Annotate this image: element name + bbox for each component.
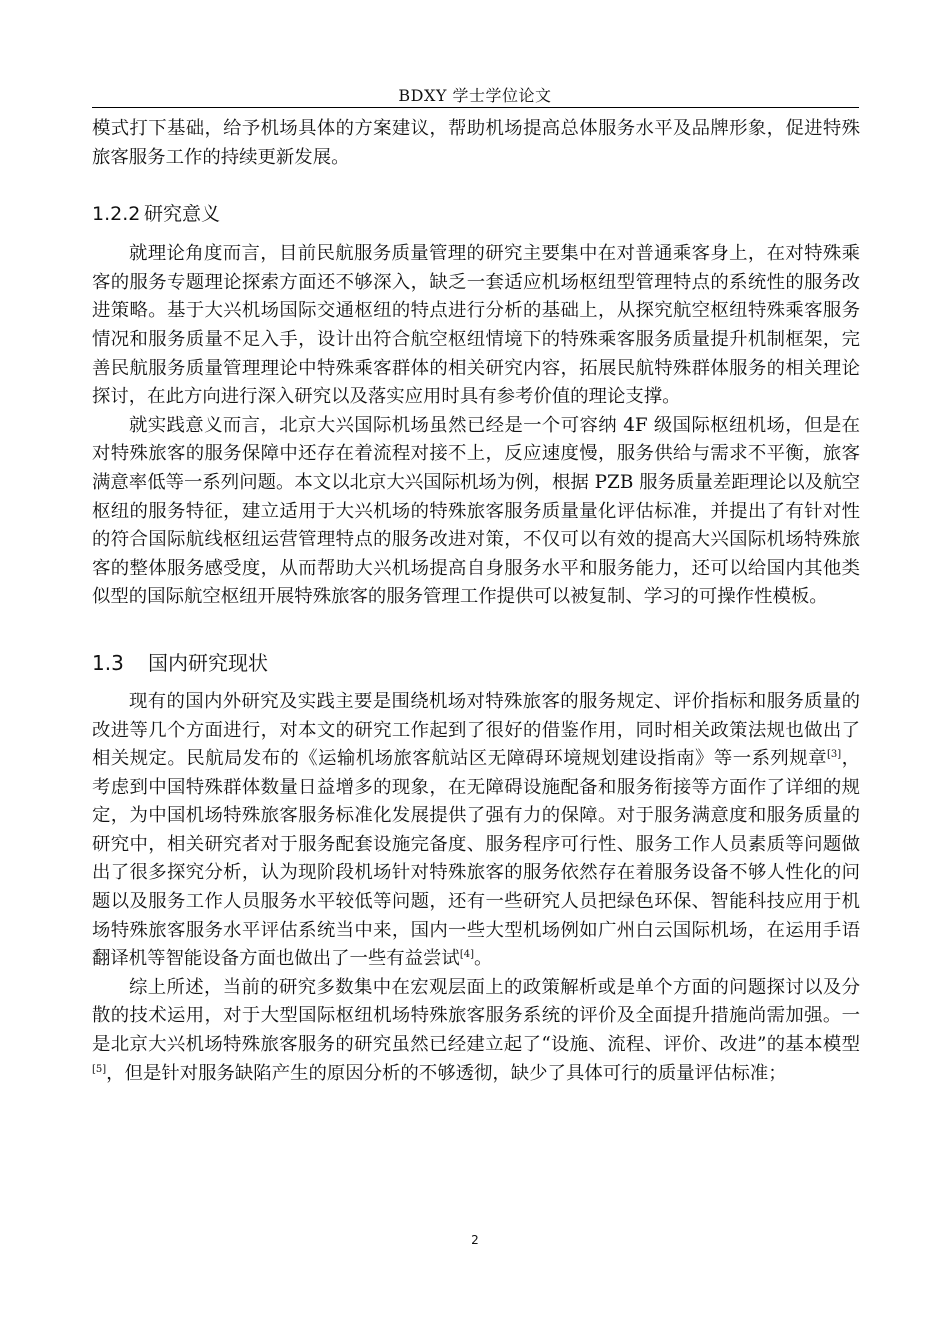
text-run: ，考虑到中国特殊群体数量日益增多的现象，在无障碍设施配备和服务衔接等方面作了详细的规定，为中国机场特殊旅客服务标准化发展提供了强有力的保障。对于服务满意度和服务质量的研究中，相关研究者对于服务配套设施完备度、服务程序可行性、服务工作人员素质等问题做出了很多探究分析，认为现阶段机场针对特殊旅客的服务依然存在着服务设备不够人性化的问题以及服务工作人员服务水平较低等问题，还有一些研究人员把绿色环保、智能科技应用于机场特殊旅客服务水平评估系统当中来，国内一些大型机场例如广州白云国际机场，在运用手语翻译机等智能设备方面也做出了一些有益尝试: [92, 748, 860, 970]
paragraph-theory: 就理论角度而言，目前民航服务质量管理的研究主要集中在对普通乘客身上，在对特殊乘客的服务专题理论探索方面还不够深入，缺乏一套适应机场枢纽型管理特点的系统性的服务改进策略。基于大兴机场国际交通枢纽的特点进行分析的基础上，从探究航空枢纽特殊乘客服务情况和服务质量不足入手，设计出符合航空枢纽情境下的特殊乘客服务质量提升机制框架，完善民航服务质量管理理论中特殊乘客群体的相关研究内容，拓展民航特殊群体服务的相关理论探讨，在此方向进行深入研究以及落实应用时具有参考价值的理论支撑。: [92, 243, 860, 408]
citation-ref: [3]: [826, 748, 842, 760]
section-number: 1.2.2: [92, 203, 141, 226]
header-rule: [92, 107, 859, 108]
citation-ref: [4]: [459, 949, 474, 961]
text-run: ，但是针对服务缺陷产生的原因分析的不够透彻，缺少了具体可行的质量评估标准；: [106, 1062, 787, 1084]
text-run: 。: [474, 948, 493, 970]
citation-ref: [5]: [92, 1063, 107, 1075]
paragraph-continued: 模式打下基础，给予机场具体的方案建议，帮助机场提高总体服务水平及品牌形象，促进特殊旅客服务工作的持续更新发展。: [92, 118, 860, 168]
page-number: 2: [471, 1233, 479, 1247]
section-title: 国内研究现状: [148, 650, 268, 675]
section-heading-1-2-2: [92, 200, 860, 228]
paragraph-domestic-research: [92, 688, 860, 974]
page-body: [92, 115, 860, 1088]
section-heading-1-3: [92, 648, 860, 678]
section-number: 1.3: [92, 650, 124, 675]
text-run: 现有的国内外研究及实践主要是围绕机场对特殊旅客的服务规定、评价指标和服务质量的改进等几个方面进行，对本文的研究工作起到了很好的借鉴作用，同时相关政策法规也做出了相关规定。民航局发布的《运输机场旅客航站区无障碍环境规划建设指南》等一系列规章: [92, 690, 860, 770]
section-title: 研究意义: [144, 203, 221, 226]
text-run: 综上所述，当前的研究多数集中在宏观层面上的政策解析或是单个方面的问题探讨以及分散的技术运用，对于大型国际枢纽机场特殊旅客服务系统的评价及全面提升措施尚需加强。一是北京大兴机场特殊旅客服务的研究虽然已经建立起了“设施、流程、评价、改进”的基本模型: [92, 976, 860, 1056]
running-header: BDXY 学士学位论文: [398, 86, 552, 105]
paragraph-practice: 就实践意义而言，北京大兴国际机场虽然已经是一个可容纳 4F 级国际枢纽机场，但是在对特殊旅客的服务保障中还存在着流程对接不上，反应速度慢，服务供给与需求不平衡，旅客满意率低等一系列问题。本文以北京大兴国际机场为例，根据 PZB 服务质量差距理论以及航空枢纽的服务特征，建立适用于大兴机场的特殊旅客服务质量量化评估标准，并提出了有针对性的符合国际航线枢纽运营管理特点的服务改进对策，不仅可以有效的提高大兴国际机场特殊旅客的整体服务感受度，从而帮助大兴机场提高自身服务水平和服务能力，还可以给国内其他类似型的国际航空枢纽开展特殊旅客的服务管理工作提供可以被复制、学习的可操作性模板。: [92, 414, 860, 608]
paragraph-summary: [92, 974, 860, 1088]
